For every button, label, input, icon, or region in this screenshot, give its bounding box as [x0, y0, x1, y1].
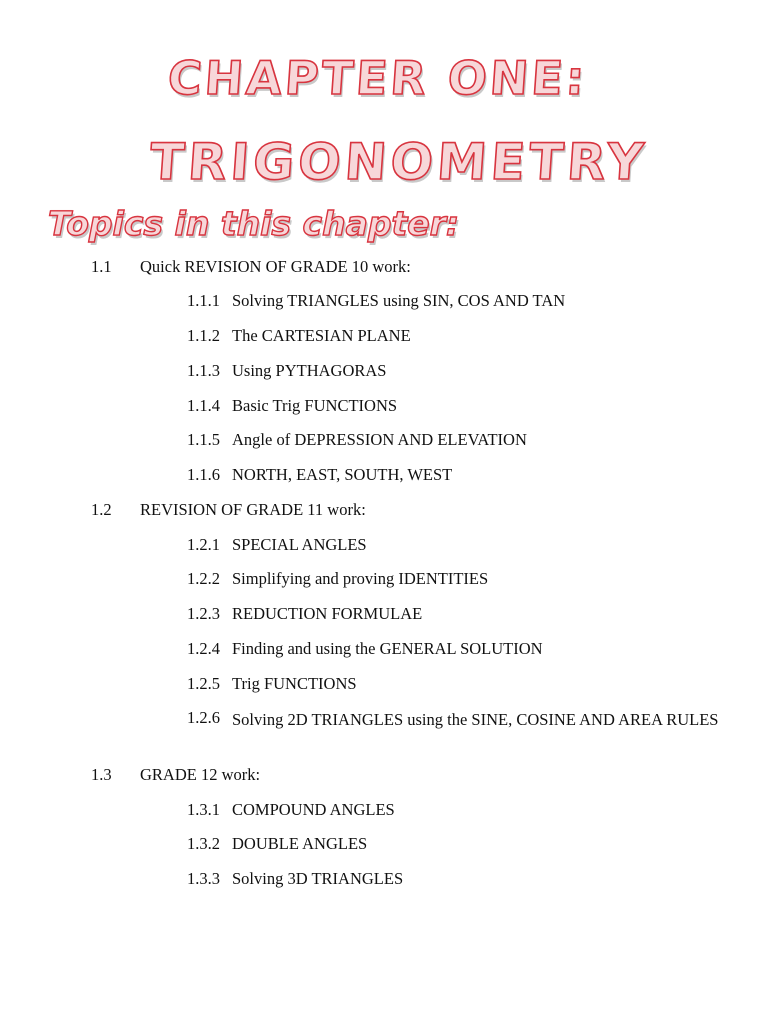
item-text: DOUBLE ANGLES: [232, 834, 368, 853]
item-text: Basic Trig FUNCTIONS: [232, 396, 398, 415]
item-text: The CARTESIAN PLANE: [232, 326, 411, 345]
item-text: Solving 3D TRIANGLES: [232, 869, 404, 888]
item-number: 1.2.4: [187, 639, 220, 658]
item-number: 1.1.4: [187, 396, 220, 415]
item-text: COMPOUND ANGLES: [232, 800, 395, 819]
section-title: REVISION OF GRADE 11 work:: [140, 500, 366, 519]
item-text: SPECIAL ANGLES: [232, 535, 367, 554]
item-number: 1.2.6: [187, 708, 220, 727]
item-number: 1.1.1: [187, 291, 220, 310]
item-number: 1.1.2: [187, 326, 220, 345]
item-number: 1.3.3: [187, 869, 220, 888]
item-text: Solving 2D TRIANGLES using the SINE, COSINE AND AREA RULES: [232, 710, 719, 729]
item-number: 1.3.2: [187, 834, 220, 853]
item-number: 1.1.5: [187, 430, 220, 449]
section-number: 1.1: [91, 257, 112, 276]
item-number: 1.2.2: [187, 569, 220, 588]
item-number: 1.1.3: [187, 361, 220, 380]
section-number: 1.2: [91, 500, 112, 519]
item-number: 1.2.1: [187, 535, 220, 554]
section-title: Quick REVISION OF GRADE 10 work:: [140, 257, 411, 276]
item-text: Trig FUNCTIONS: [232, 674, 357, 693]
item-text: Finding and using the GENERAL SOLUTION: [232, 639, 543, 658]
item-number: 1.2.3: [187, 604, 220, 623]
topics-heading: Topics in this chapter:: [48, 204, 460, 243]
item-text: Simplifying and proving IDENTITIES: [232, 569, 489, 588]
chapter-title: TRIGONOMETRY: [147, 133, 650, 191]
item-text: REDUCTION FORMULAE: [232, 604, 423, 623]
item-number: 1.3.1: [187, 800, 220, 819]
item-text: Angle of DEPRESSION AND ELEVATION: [232, 430, 527, 449]
item-text: NORTH, EAST, SOUTH, WEST: [232, 465, 453, 484]
item-number: 1.1.6: [187, 465, 220, 484]
item-text: Using PYTHAGORAS: [232, 361, 387, 380]
section-number: 1.3: [91, 765, 112, 784]
chapter-heading: CHAPTER ONE:: [166, 51, 590, 105]
section-title: GRADE 12 work:: [140, 765, 261, 784]
item-number: 1.2.5: [187, 674, 220, 693]
item-text: Solving TRIANGLES using SIN, COS AND TAN: [232, 291, 566, 310]
